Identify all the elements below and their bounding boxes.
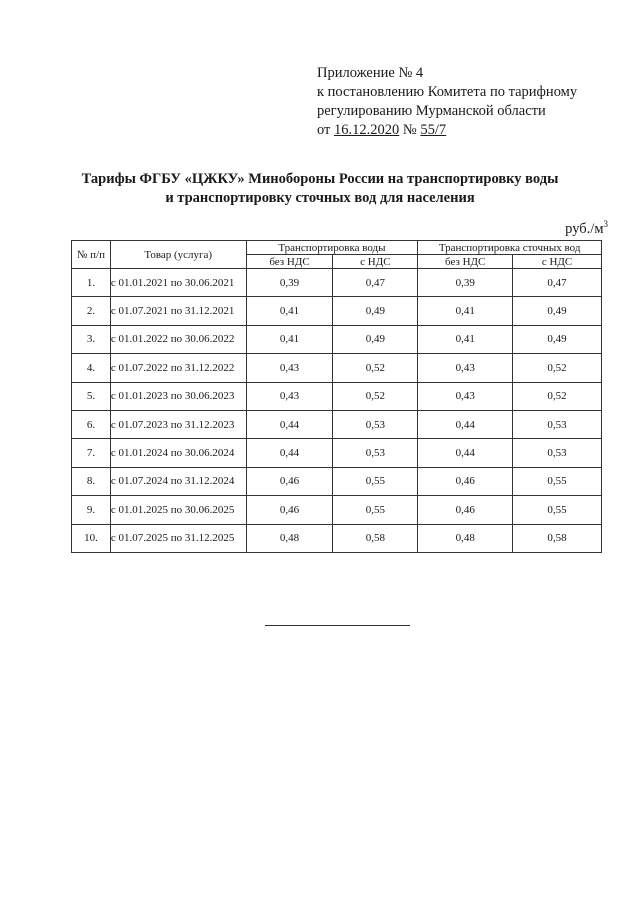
sewage-with-vat: 0,55 (513, 496, 602, 524)
water-without-vat: 0,44 (246, 410, 333, 438)
sewage-with-vat: 0,52 (513, 354, 602, 382)
water-with-vat: 0,53 (333, 439, 418, 467)
water-with-vat: 0,55 (333, 496, 418, 524)
resolution-date: 16.12.2020 (334, 122, 400, 138)
sewage-without-vat: 0,48 (418, 524, 513, 552)
unit-base: руб./м (565, 220, 604, 237)
sewage-with-vat: 0,53 (513, 410, 602, 438)
row-number: 2. (72, 297, 111, 325)
water-without-vat: 0,46 (246, 467, 333, 495)
appendix-title: Приложение № 4 (317, 65, 424, 81)
header-sewage-with-vat: с НДС (513, 255, 602, 269)
row-number: 9. (72, 496, 111, 524)
sewage-without-vat: 0,39 (418, 269, 513, 297)
sewage-without-vat: 0,44 (418, 439, 513, 467)
sewage-with-vat: 0,52 (513, 382, 602, 410)
table-row (72, 496, 602, 524)
sewage-with-vat: 0,49 (513, 297, 602, 325)
water-with-vat: 0,58 (333, 524, 418, 552)
water-without-vat: 0,39 (246, 269, 333, 297)
header-sewage-transport: Транспортировка сточных вод (418, 241, 602, 255)
number-sign: № (402, 122, 417, 138)
water-with-vat: 0,49 (333, 325, 418, 353)
header-product: Товар (услуга) (110, 241, 246, 269)
tariff-period: с 01.07.2022 по 31.12.2022 (110, 354, 246, 382)
appendix-committee-line: регулированию Мурманской области (317, 103, 546, 119)
tariff-table-body (72, 269, 602, 553)
sewage-with-vat: 0,58 (513, 524, 602, 552)
header-row-number: № п/п (72, 241, 111, 269)
appendix-date-line (317, 121, 577, 140)
appendix-reference-line: к постановлению Комитета по тарифному (317, 84, 578, 100)
table-row (72, 467, 602, 495)
unit-exponent: 3 (603, 219, 608, 229)
title-line-1: Тарифы ФГБУ «ЦЖКУ» Минобороны России на транспортировку воды (81, 171, 559, 187)
closing-divider (265, 625, 410, 626)
tariff-table (71, 240, 602, 553)
sewage-without-vat: 0,44 (418, 410, 513, 438)
tariff-period: с 01.07.2021 по 31.12.2021 (110, 297, 246, 325)
table-row (72, 297, 602, 325)
sewage-with-vat: 0,53 (513, 439, 602, 467)
sewage-without-vat: 0,43 (418, 354, 513, 382)
tariff-period: с 01.01.2021 по 30.06.2021 (110, 269, 246, 297)
sewage-without-vat: 0,46 (418, 496, 513, 524)
water-with-vat: 0,53 (333, 410, 418, 438)
row-number: 10. (72, 524, 111, 552)
table-row (72, 325, 602, 353)
row-number: 5. (72, 382, 111, 410)
header-water-transport: Транспортировка воды (246, 241, 418, 255)
water-without-vat: 0,48 (246, 524, 333, 552)
water-with-vat: 0,52 (333, 354, 418, 382)
sewage-without-vat: 0,43 (418, 382, 513, 410)
table-row (72, 439, 602, 467)
water-with-vat: 0,52 (333, 382, 418, 410)
water-without-vat: 0,44 (246, 439, 333, 467)
water-without-vat: 0,41 (246, 325, 333, 353)
tariff-period: с 01.01.2023 по 30.06.2023 (110, 382, 246, 410)
sewage-without-vat: 0,41 (418, 297, 513, 325)
tariff-period: с 01.01.2022 по 30.06.2022 (110, 325, 246, 353)
row-number: 7. (72, 439, 111, 467)
tariff-period: с 01.01.2025 по 30.06.2025 (110, 496, 246, 524)
table-row (72, 410, 602, 438)
water-without-vat: 0,41 (246, 297, 333, 325)
row-number: 6. (72, 410, 111, 438)
table-row (72, 354, 602, 382)
unit-label (565, 219, 608, 238)
sewage-with-vat: 0,49 (513, 325, 602, 353)
table-row (72, 382, 602, 410)
water-without-vat: 0,46 (246, 496, 333, 524)
header-sewage-without-vat: без НДС (418, 255, 513, 269)
row-number: 3. (72, 325, 111, 353)
resolution-number: 55/7 (420, 122, 447, 138)
water-with-vat: 0,55 (333, 467, 418, 495)
water-with-vat: 0,47 (333, 269, 418, 297)
tariff-period: с 01.01.2024 по 30.06.2024 (110, 439, 246, 467)
row-number: 4. (72, 354, 111, 382)
appendix-header (317, 64, 577, 140)
document-title (40, 170, 600, 208)
date-prefix: от (317, 122, 331, 138)
tariff-period: с 01.07.2023 по 31.12.2023 (110, 410, 246, 438)
title-line-2: и транспортировку сточных вод для населения (165, 190, 475, 206)
header-water-without-vat: без НДС (246, 255, 333, 269)
sewage-with-vat: 0,47 (513, 269, 602, 297)
water-without-vat: 0,43 (246, 354, 333, 382)
sewage-with-vat: 0,55 (513, 467, 602, 495)
row-number: 1. (72, 269, 111, 297)
sewage-without-vat: 0,46 (418, 467, 513, 495)
sewage-without-vat: 0,41 (418, 325, 513, 353)
table-row (72, 524, 602, 552)
water-without-vat: 0,43 (246, 382, 333, 410)
row-number: 8. (72, 467, 111, 495)
table-row (72, 269, 602, 297)
water-with-vat: 0,49 (333, 297, 418, 325)
tariff-period: с 01.07.2024 по 31.12.2024 (110, 467, 246, 495)
header-water-with-vat: с НДС (333, 255, 418, 269)
tariff-period: с 01.07.2025 по 31.12.2025 (110, 524, 246, 552)
